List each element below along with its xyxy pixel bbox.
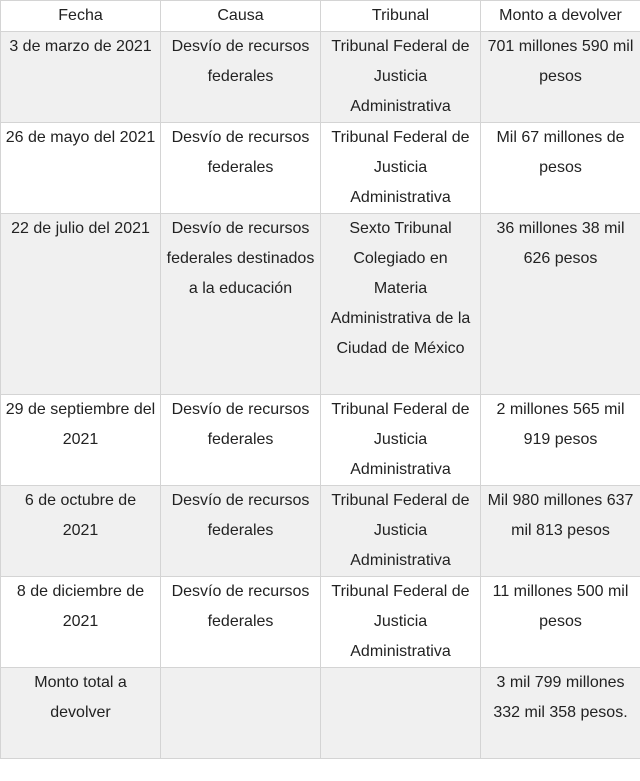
cell-tribunal: Sexto Tribunal Colegiado en Materia Administrativa de la Ciudad de México xyxy=(321,214,481,395)
cell-causa: Desvío de recursos federales destinados a la educación xyxy=(161,214,321,395)
table-row xyxy=(1,577,640,668)
cell-tribunal: Tribunal Federal de Justicia Administrativa xyxy=(321,395,481,486)
header-tribunal: Tribunal xyxy=(321,1,481,32)
cell-fecha: 3 de marzo de 2021 xyxy=(1,32,161,123)
cell-monto: 701 millones 590 mil pesos xyxy=(481,32,640,123)
cell-total-amount: 3 mil 799 millones 332 mil 358 pesos. xyxy=(481,668,640,759)
cell-fecha: 22 de julio del 2021 xyxy=(1,214,161,395)
cell-causa: Desvío de recursos federales xyxy=(161,486,321,577)
header-causa: Causa xyxy=(161,1,321,32)
total-row xyxy=(1,668,640,759)
cell-monto: Mil 980 millones 637 mil 813 pesos xyxy=(481,486,640,577)
header-row xyxy=(1,1,640,32)
header-monto: Monto a devolver xyxy=(481,1,640,32)
cell-causa: Desvío de recursos federales xyxy=(161,577,321,668)
cell-causa: Desvío de recursos federales xyxy=(161,395,321,486)
cell-causa: Desvío de recursos federales xyxy=(161,123,321,214)
cell-monto: 36 millones 38 mil 626 pesos xyxy=(481,214,640,395)
cell-causa-empty xyxy=(161,668,321,759)
cell-monto: 2 millones 565 mil 919 pesos xyxy=(481,395,640,486)
header-fecha: Fecha xyxy=(1,1,161,32)
table-row xyxy=(1,486,640,577)
cell-tribunal: Tribunal Federal de Justicia Administrativa xyxy=(321,32,481,123)
cell-tribunal: Tribunal Federal de Justicia Administrativa xyxy=(321,123,481,214)
table-row xyxy=(1,395,640,486)
cell-fecha: 8 de diciembre de 2021 xyxy=(1,577,161,668)
cell-monto: 11 millones 500 mil pesos xyxy=(481,577,640,668)
table-row xyxy=(1,32,640,123)
cell-tribunal: Tribunal Federal de Justicia Administrativa xyxy=(321,486,481,577)
cell-monto: Mil 67 millones de pesos xyxy=(481,123,640,214)
cell-fecha: 26 de mayo del 2021 xyxy=(1,123,161,214)
cell-fecha: 6 de octubre de 2021 xyxy=(1,486,161,577)
cell-total-label: Monto total a devolver xyxy=(1,668,161,759)
table-row xyxy=(1,214,640,395)
cell-causa: Desvío de recursos federales xyxy=(161,32,321,123)
table-row xyxy=(1,123,640,214)
cell-tribunal-empty xyxy=(321,668,481,759)
cell-tribunal: Tribunal Federal de Justicia Administrativa xyxy=(321,577,481,668)
cell-fecha: 29 de septiembre del 2021 xyxy=(1,395,161,486)
